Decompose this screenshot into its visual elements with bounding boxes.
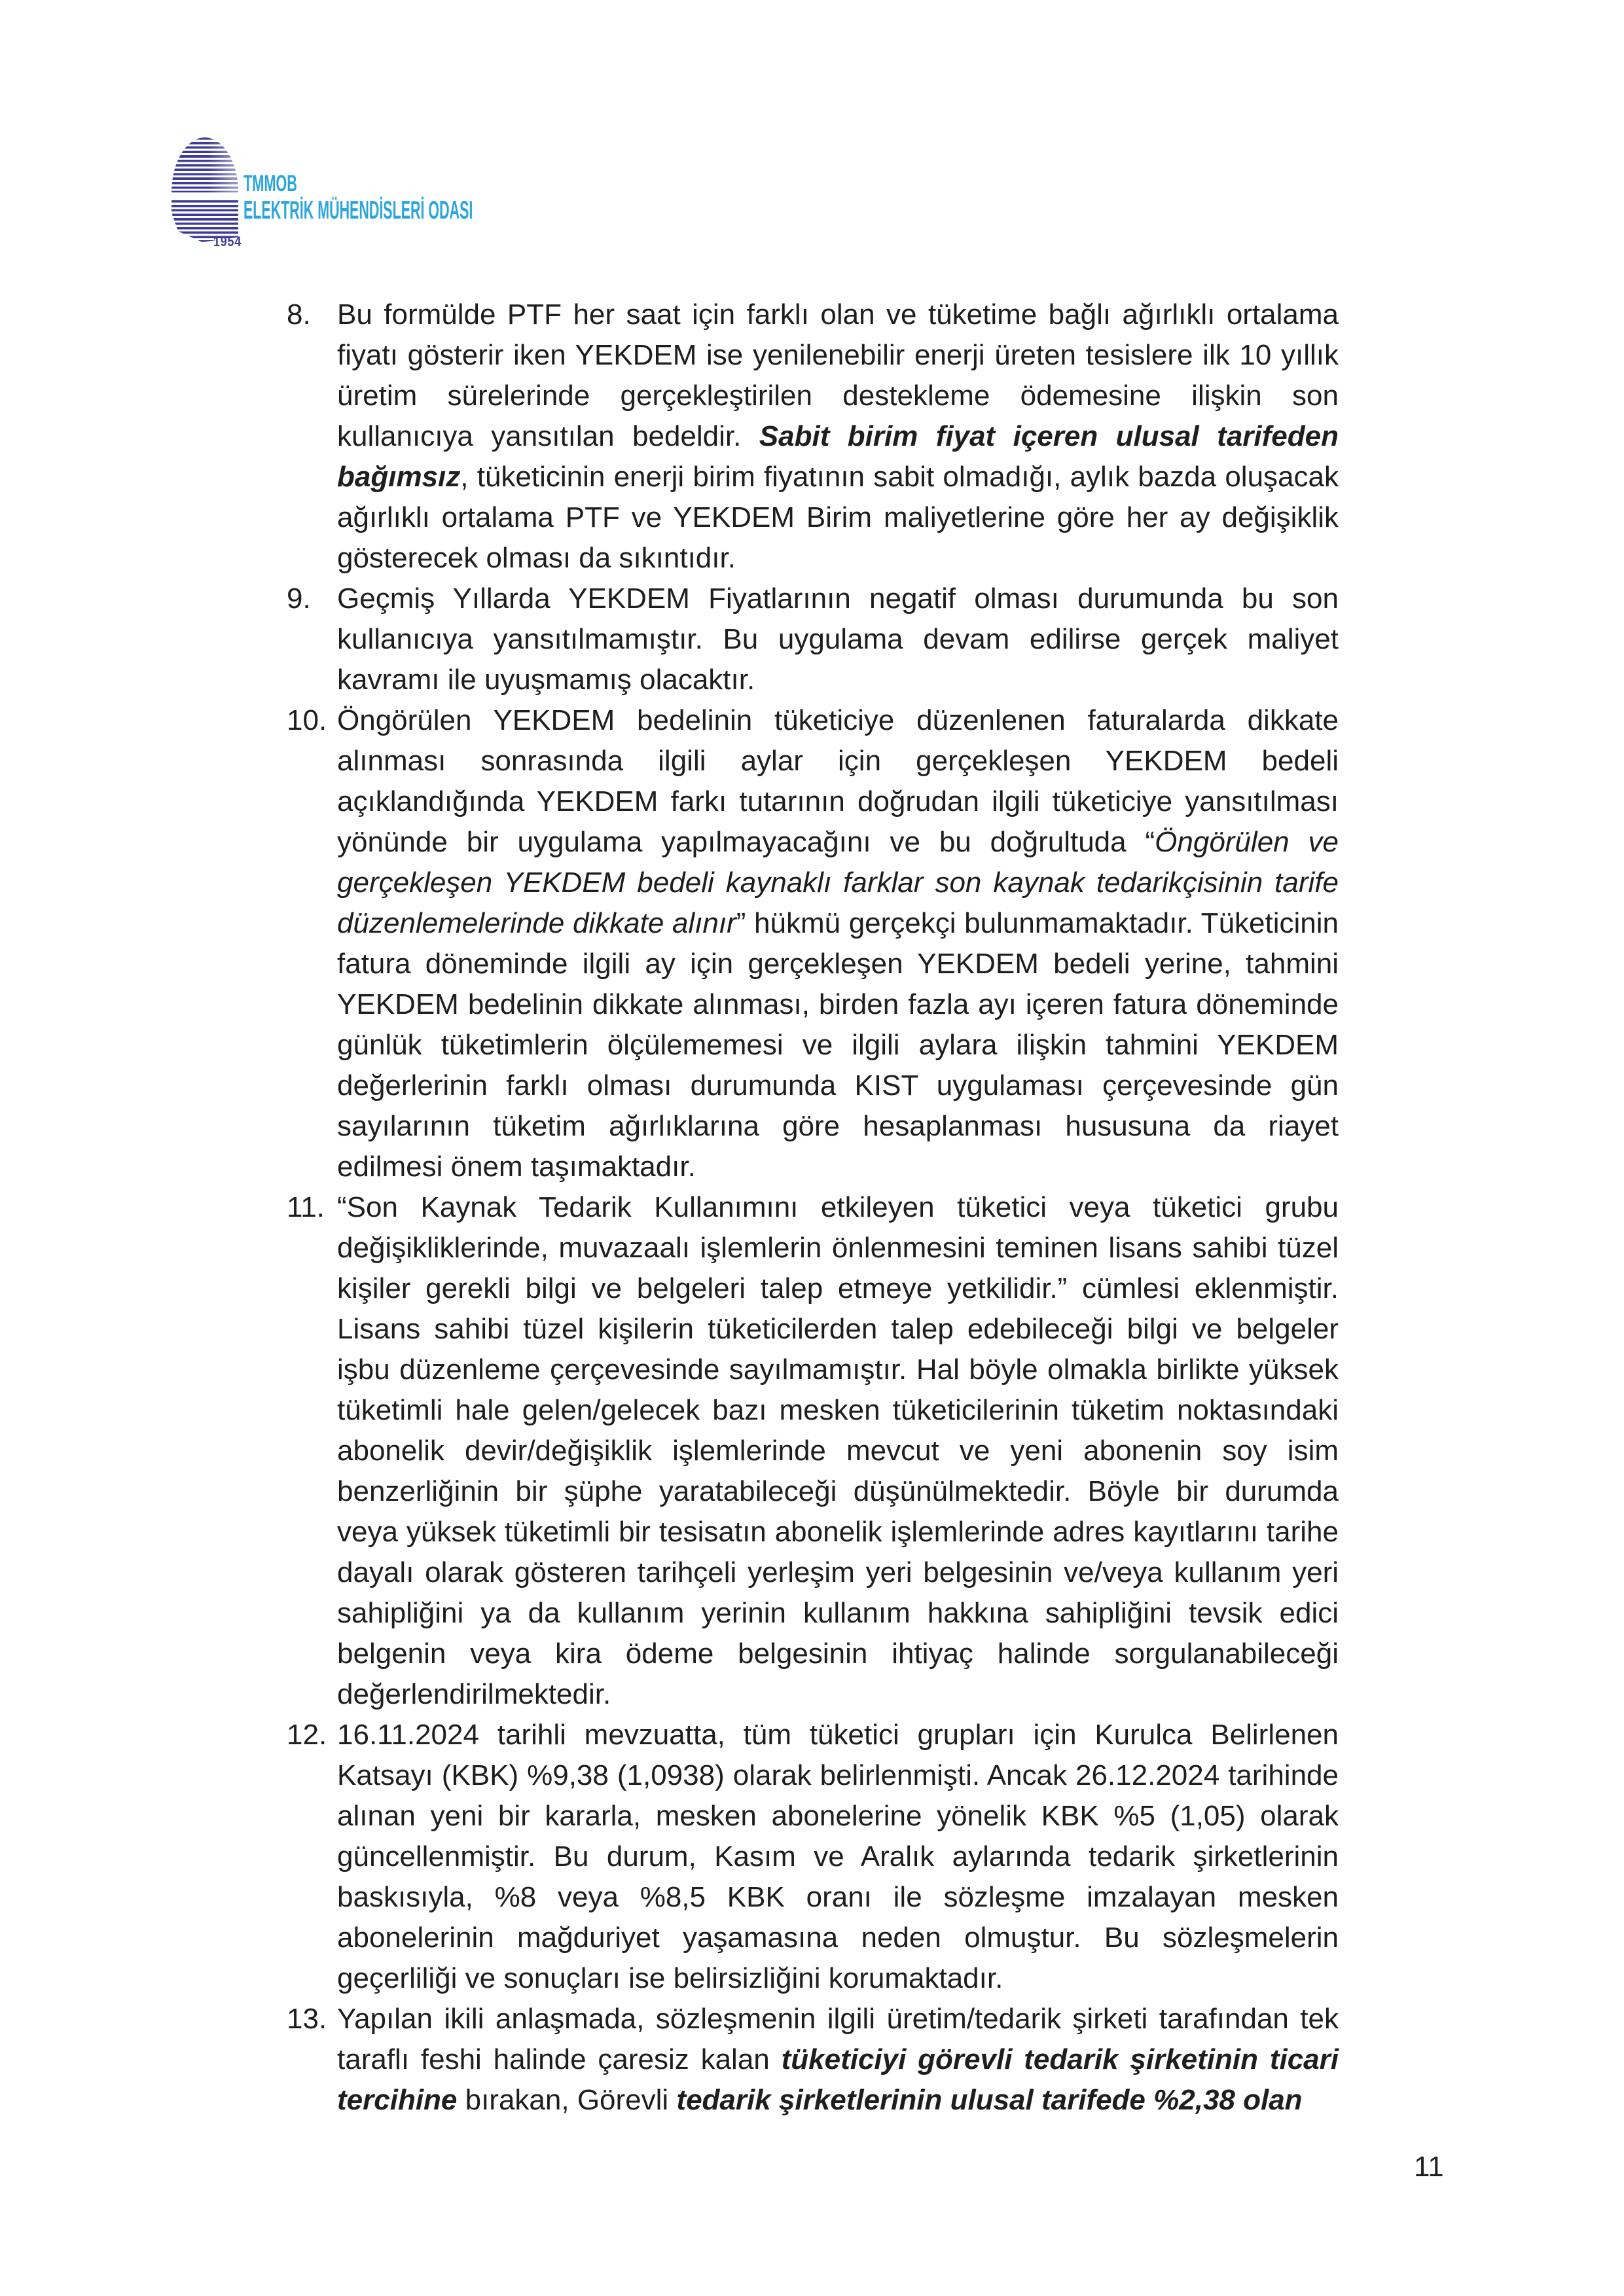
list-item-number: 12.: [287, 1719, 327, 1751]
body-text: Öngörülen YEKDEM bedelinin tüketiciye düzenlenen faturalarda dikkate alınması sonrasında ilgili aylar için gerçekleşen YEKDEM bedeli açıklandığında YEKDEM farkı tutarının doğrudan ilgili tüketiciye yansıtılması yönünde bir uygulama yapılmayacağını ve bu doğrultuda “: [337, 704, 1339, 858]
body-text: “Son Kaynak Tedarik Kullanımını etkileyen tüketici veya tüketici grubu değişikliklerinde, muvazaalı işlemlerin önlenmesini teminen lisans sahibi tüzel kişiler gerekli bilgi ve belgeleri talep etmeye yetkilidir.” cümlesi eklenmiştir. Lisans sahibi tüzel kişilerin tüketicilerden talep edebileceği bilgi ve belgeler işbu düzenleme çerçevesinde sayılmamıştır. Hal böyle olmakla birlikte yüksek tüketimli hale gelen/gelecek bazı mesken tüketicilerinin tüketim noktasındaki abonelik devir/değişiklik işlemlerinde mevcut ve yeni abonenin soy isim benzerliğinin bir şüphe yaratabileceği düşünülmektedir. Böyle bir durumda veya yüksek tüketimli bir tesisatın abonelik işlemlerinde adres kayıtlarını tarihe dayalı olarak gösteren tarihçeli yerleşim yeri belgesinin ve/veya kullanım yeri sahipliğini ya da kullanım yerinin kullanım hakkına sahipliğini tevsik edici belgenin veya kira ödeme belgesinin ihtiyaç halinde sorgulanabileceği değerlendirilmektedir.: [337, 1191, 1339, 1710]
list-item-number: 9.: [287, 583, 311, 615]
body-text: ” hükmü gerçekçi bulunmamaktadır. Tüketicinin fatura döneminde ilgili ay için gerçekleşen YEKDEM bedeli yerine, tahmini YEKDEM bedelinin dikkate alınması, birden fazla ayı içeren fatura döneminde günlük tüketimlerin ölçülememesi ve ilgili aylara ilişkin tahmini YEKDEM değerlerinin farklı olması durumunda KIST uygulaması çerçevesinde gün sayılarının tüketim ağırlıklarına göre hesaplanması hususuna da riayet edilmesi önem taşımaktadır.: [337, 907, 1339, 1183]
body-text: Bu formülde PTF her saat için farklı olan ve tüketime bağlı ağırlıklı ortalama fiyatı gösterir iken YEKDEM ise yenilenebilir enerji üreten tesislere ilk 10 yıllık üretim sürelerinde gerçekleştirilen destekleme ödemesine ilişkin son kullanıcıya yansıtılan bedeldir.: [337, 298, 1339, 452]
list-item-number: 10.: [287, 704, 327, 736]
numbered-list: [287, 295, 1339, 2121]
body-text: Geçmiş Yıllarda YEKDEM Fiyatlarının negatif olması durumunda bu son kullanıcıya yansıtılmamıştır. Bu uygulama devam edilirse gerçek maliyet kavramı ile uyuşmamış olacaktır.: [337, 583, 1339, 696]
list-item: [287, 1715, 1339, 1999]
body-text: Yapılan ikili anlaşmada, sözleşmenin ilgili üretim/tedarik şirketi tarafından tek taraflı feshi halinde çaresiz kalan: [337, 2003, 1339, 2075]
globe-top-stripes: [171, 137, 238, 192]
page-number: 11: [1414, 2151, 1444, 2183]
body-text: bırakan, Görevli: [457, 2084, 677, 2116]
logo-org-name: ELEKTRİK MÜHENDİSLERİ ODASI: [244, 196, 473, 224]
list-item: [287, 579, 1339, 700]
emphasis-text: Sabit birim fiyat içeren ulusal tarifeden bağımsız: [337, 420, 1339, 493]
logo-founding-year: 1954: [213, 234, 242, 249]
body-text: , tüketicinin enerji birim fiyatının sabit olmadığı, aylık bazda oluşacak ağırlıklı ortalama PTF ve YEKDEM Birim maliyetlerine göre her ay değişiklik gösterecek olması da sıkıntıdır.: [337, 461, 1339, 574]
emphasis-text: tedarik şirketlerinin ulusal tarifede %2,38 olan: [676, 2084, 1303, 2116]
list-item: [287, 1187, 1339, 1715]
logo-org-abbreviation: TMMOB: [244, 171, 297, 196]
list-item: [287, 1999, 1339, 2121]
list-item-number: 13.: [287, 2003, 327, 2035]
list-item: [287, 295, 1339, 579]
emo-globe-logo-icon: [171, 137, 238, 250]
emphasis-text: tüketiciyi görevli tedarik şirketinin ticari tercihine: [337, 2043, 1339, 2116]
body-text: 16.11.2024 tarihli mevzuatta, tüm tüketici grupları için Kurulca Belirlenen Katsayı (KBK) %9,38 (1,0938) olarak belirlenmişti. Ancak 26.12.2024 tarihinde alınan yeni bir kararla, mesken abonelerine yönelik KBK %5 (1,05) olarak güncellenmiştir. Bu durum, Kasım ve Aralık aylarında tedarik şirketlerinin baskısıyla, %8 veya %8,5 KBK oranı ile sözleşme imzalayan mesken abonelerinin mağduriyet yaşamasına neden olmuştur. Bu sözleşmelerin geçerliliği ve sonuçları ise belirsizliğini korumaktadır.: [337, 1719, 1339, 1994]
emphasis-text: Öngörülen ve gerçekleşen YEKDEM bedeli kaynaklı farklar son kaynak tedarikçisinin tarife düzenlemelerinde dikkate alınır: [337, 826, 1339, 939]
list-item: [287, 700, 1339, 1187]
list-item-number: 11.: [287, 1191, 325, 1223]
list-item-number: 8.: [287, 298, 311, 331]
